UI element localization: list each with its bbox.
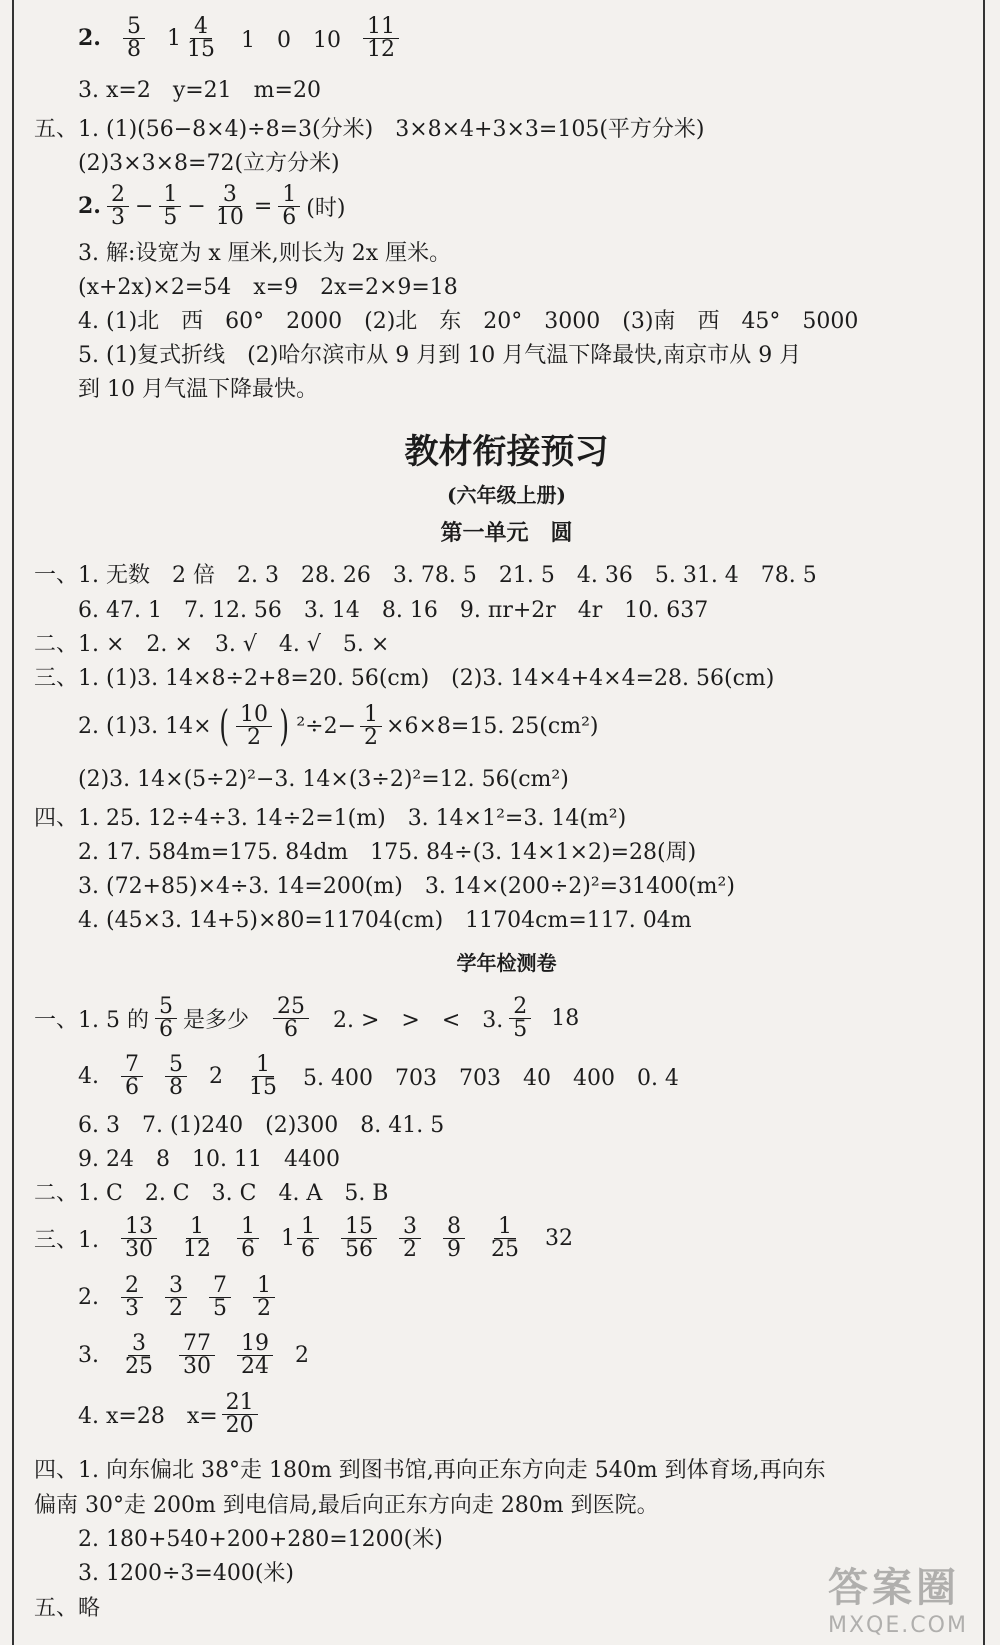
fraction — [487, 1213, 523, 1262]
fraction: $\frac{21}{20}$ — [222, 1392, 258, 1437]
mixed-number: 1 $\frac{4}{15}$ — [166, 13, 215, 62]
numerator: 3 — [128, 1333, 150, 1356]
denominator: 2 — [169, 1295, 183, 1321]
s2-yi-6: 6. 3 7. (1)240 (2)300 8. 41. 5 — [78, 1112, 445, 1138]
fraction: $\frac{1}{6}$ — [278, 184, 300, 229]
section-wu-3b: (x+2x)×2=54 x=9 2x=2×9=18 — [78, 274, 458, 300]
fraction: $\frac{2}{5}$ — [509, 996, 531, 1041]
s1-si-1: 四、1. 25. 12÷4÷3. 14÷2=1(m) 3. 14×1²=3. 14(m²) — [34, 805, 627, 831]
s2-san-1: 三、1. $\frac{13}{30}$ $\frac{1}{12}$ $\frac{1}{6}$ 1 $\frac{1}{6}$ $\frac{15}{56}$ $\frac{3}{2}$ $\frac{8}{9}$ $\frac{1}{25}$ 32 — [34, 1213, 573, 1262]
numerator: 77 — [179, 1333, 215, 1356]
numerator: 3 — [165, 1275, 187, 1298]
section-wu-5b: 到 10 月气温下降最快。 — [78, 376, 318, 402]
section-wu-1b: (2)3×3×8=72(立方分米) — [78, 150, 340, 176]
fraction — [121, 1213, 157, 1262]
numerator: 19 — [237, 1333, 273, 1356]
s2-yi-1: 一、1. 5 的 $\frac{5}{6}$ 是多少 $\frac{25}{6}$ 2. > > < 3. $\frac{2}{5}$ 18 — [34, 993, 580, 1042]
right-margin-rule — [983, 0, 985, 1645]
mixed-number: 1 $\frac{1}{6}$ — [281, 1216, 319, 1261]
fraction: $\frac{7}{6}$ — [121, 1054, 143, 1099]
fraction: $\frac{1}{2}$ — [360, 704, 382, 749]
fraction: $\frac{3}{10}$ — [215, 181, 244, 230]
section-wu-2: 2. $\frac{2}{3}$ − $\frac{1}{5}$ − $\frac{3}{10}$ = $\frac{1}{6}$ (时) — [78, 181, 346, 230]
denominator: 5 — [213, 1295, 227, 1321]
answer-text: 1 0 10 — [240, 27, 341, 53]
s1-si-2: 2. 17. 584m=175. 84dm 175. 84÷(3. 14×1×2)=28(周) — [78, 839, 697, 865]
s1-san-1: 三、1. (1)3. 14×8÷2+8=20. 56(cm) (2)3. 14×4+4×4=28. 56(cm) — [34, 665, 775, 691]
s2-si-3: 3. 1200÷3=400(米) — [78, 1560, 294, 1586]
fraction: $\frac{1}{5}$ — [159, 184, 181, 229]
fraction — [121, 1272, 143, 1321]
s2-si-1b: 偏南 30°走 200m 到电信局,最后向正东方向走 280m 到医院。 — [34, 1492, 659, 1518]
s2-yi-9: 9. 24 8 10. 11 4400 — [78, 1146, 340, 1172]
s2-san-4: 4. x=28 x= $\frac{21}{20}$ — [34, 1384, 979, 1444]
denominator: 25 — [491, 1236, 519, 1262]
s2-san-3: 3. $\frac{3}{25}$ $\frac{77}{30}$ $\frac{19}{24}$ 2 — [78, 1330, 309, 1379]
unit-heading: 第一单元 圆 — [440, 520, 573, 546]
section-title: 教材衔接预习 — [404, 432, 609, 472]
answer-line-2 — [34, 10, 979, 66]
numerator: 7 — [209, 1275, 231, 1298]
numerator: 1 — [237, 1216, 259, 1239]
numerator: 2 — [121, 1275, 143, 1298]
s2-wu: 五、略 — [34, 1595, 101, 1621]
fraction — [179, 1330, 215, 1379]
section-subtitle: (六年级上册) — [447, 483, 566, 507]
exam-title: 学年检测卷 — [456, 951, 557, 975]
fraction: $\frac{11}{12}$ — [363, 16, 399, 61]
numerator: 1 — [186, 1216, 208, 1239]
item-number: 2. — [78, 25, 101, 51]
fraction — [179, 1213, 215, 1262]
s1-yi-1: 一、1. 无数 2 倍 2. 3 28. 26 3. 78. 5 21. 5 4. 36 5. 31. 4 78. 5 — [34, 562, 817, 588]
s2-si-1: 四、1. 向东偏北 38°走 180m 到图书馆,再向正东方向走 540m 到体育场,再向东 — [34, 1457, 826, 1483]
numerator: 8 — [443, 1216, 465, 1239]
numerator: 15 — [341, 1216, 377, 1239]
denominator: 9 — [447, 1236, 461, 1262]
s2-yi-4: 4. $\frac{7}{6}$ $\frac{5}{8}$ 2 $\frac{1}{15}$ 5. 400 703 703 40 400 0. 4 — [78, 1051, 679, 1100]
denominator: 6 — [241, 1236, 255, 1262]
denominator: 25 — [125, 1353, 153, 1379]
watermark-url: MXQE.COM — [828, 1613, 968, 1638]
fraction — [253, 1272, 275, 1321]
s1-yi-2: 6. 47. 1 7. 12. 56 3. 14 8. 16 9. πr+2r 4r 10. 637 — [78, 597, 709, 623]
fraction — [399, 1213, 421, 1262]
fraction — [237, 1330, 273, 1379]
answer-page — [34, 10, 979, 1624]
fraction: $\frac{1}{15}$ — [249, 1051, 277, 1100]
section-wu-3: 3. 解:设宽为 x 厘米,则长为 2x 厘米。 — [78, 240, 452, 266]
fraction: $\frac{25}{6}$ — [273, 996, 309, 1041]
fraction: $\frac{5}{8}$ — [123, 16, 145, 61]
s1-si-3: 3. (72+85)×4÷3. 14=200(m) 3. 14×(200÷2)²=31400(m²) — [78, 873, 735, 899]
watermark — [828, 1556, 978, 1636]
section-wu-5: 5. (1)复式折线 (2)哈尔滨市从 9 月到 10 月气温下降最快,南京市从 9 月 — [78, 342, 802, 368]
numerator: 3 — [399, 1216, 421, 1239]
numerator: 1 — [253, 1275, 275, 1298]
denominator: 24 — [241, 1353, 269, 1379]
s2-san-2: 2. $\frac{2}{3}$ $\frac{3}{2}$ $\frac{7}{5}$ $\frac{1}{2}$ — [34, 1268, 979, 1326]
denominator: 30 — [183, 1353, 211, 1379]
fraction: $\frac{2}{3}$ — [107, 184, 129, 229]
denominator: 30 — [125, 1236, 153, 1262]
fraction — [341, 1213, 377, 1262]
fraction — [443, 1213, 465, 1262]
fraction — [209, 1272, 231, 1321]
fraction: $\frac{5}{8}$ — [165, 1054, 187, 1099]
denominator: 2 — [257, 1295, 271, 1321]
denominator: 3 — [125, 1295, 139, 1321]
section-wu-4: 4. (1)北 西 60° 2000 (2)北 东 20° 3000 (3)南 西 45° 5000 — [78, 308, 859, 334]
watermark-logo: 答案圈 — [828, 1565, 960, 1611]
section-wu-1: 五、1. (1)(56−8×4)÷8=3(分米) 3×8×4+3×3=105(平方分米) — [34, 116, 705, 142]
fraction — [121, 1330, 157, 1379]
fraction: $\frac{10}{2}$ — [236, 704, 272, 749]
denominator: 56 — [345, 1236, 373, 1262]
fraction — [237, 1213, 259, 1262]
s1-san-3: (2)3. 14×(5÷2)²−3. 14×(3÷2)²=12. 56(cm²) — [78, 766, 569, 792]
left-margin-rule — [12, 0, 14, 1645]
answer-line-3: 3. x=2 y=21 m=20 — [78, 77, 321, 103]
denominator: 12 — [183, 1236, 211, 1262]
s1-si-4: 4. (45×3. 14+5)×80=11704(cm) 11704cm=117. 04m — [78, 907, 692, 933]
s2-si-2: 2. 180+540+200+280=1200(米) — [78, 1526, 443, 1552]
numerator: 13 — [121, 1216, 157, 1239]
s1-san-2: 2. (1)3. 14× ( $\frac{10}{2}$ ) ²÷2− $\frac{1}{2}$ ×6×8=15. 25(cm²) — [78, 701, 599, 750]
fraction: $\frac{5}{6}$ — [155, 996, 177, 1041]
numerator: 1 — [494, 1216, 516, 1239]
fraction — [165, 1272, 187, 1321]
s1-er: 二、1. × 2. × 3. √ 4. √ 5. × — [34, 631, 390, 657]
s2-er: 二、1. C 2. C 3. C 4. A 5. B — [34, 1180, 389, 1206]
denominator: 2 — [403, 1236, 417, 1262]
